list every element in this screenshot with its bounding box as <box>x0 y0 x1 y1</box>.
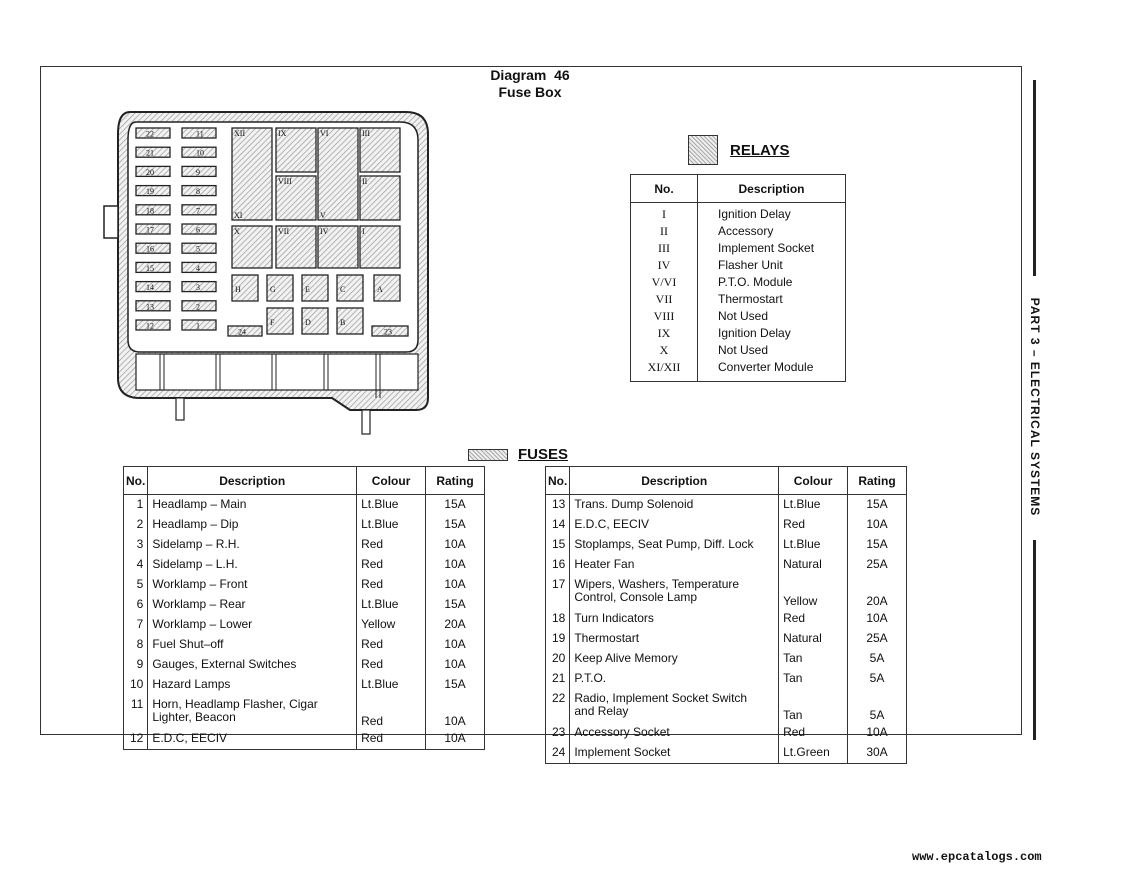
fuse-rating: 5A <box>869 708 885 722</box>
relay-slot-III <box>360 128 400 172</box>
fuse-description: Keep Alive Memory <box>570 649 779 669</box>
fuse-slot-7 <box>182 205 216 216</box>
svg-text:13: 13 <box>146 302 154 312</box>
fuse-row <box>546 575 907 609</box>
fuses-legend <box>468 446 568 463</box>
fuse-rating: 25A <box>866 631 888 645</box>
fuses-right-header-colour: Colour <box>779 467 848 495</box>
svg-text:VI: VI <box>320 129 329 138</box>
fuses-left-header-rating: Rating <box>426 467 485 495</box>
fuse-description: Wipers, Washers, Temperature Control, Console Lamp <box>570 575 779 609</box>
fuse-no: 16 <box>546 555 570 575</box>
fuse-slot-10 <box>182 147 216 158</box>
fuse-description: Stoplamps, Seat Pump, Diff. Lock <box>570 535 779 555</box>
svg-text:8: 8 <box>196 187 200 197</box>
fuse-slot-19 <box>136 186 170 197</box>
svg-text:F: F <box>270 318 275 327</box>
relay-row <box>631 292 846 309</box>
fuse-slot-17 <box>136 224 170 235</box>
fuse-no: 15 <box>546 535 570 555</box>
relay-description: Not Used <box>718 343 769 357</box>
fuse-no: 21 <box>546 669 570 689</box>
svg-text:1: 1 <box>196 321 200 331</box>
fuse-no: 19 <box>546 629 570 649</box>
fuse-slot-14 <box>136 282 170 293</box>
fuse-description: Trans. Dump Solenoid <box>570 495 779 516</box>
svg-text:H: H <box>235 285 241 294</box>
fuse-box-drawing <box>100 108 436 438</box>
fuse-no: 1 <box>124 495 148 516</box>
fuse-rating: 20A <box>866 594 888 608</box>
relay-slot-XII <box>232 128 272 220</box>
relay-slot-F <box>267 308 293 334</box>
relay-label-XI: XI <box>234 211 243 220</box>
fuse-colour: Lt.Blue <box>779 495 848 516</box>
fuse-row <box>124 495 485 516</box>
fuse-slot-9 <box>182 166 216 177</box>
relay-slot-B <box>337 308 363 334</box>
fuses-left-header-desc: Description <box>148 467 357 495</box>
svg-text:E: E <box>305 285 310 294</box>
fuse-description: Radio, Implement Socket Switch and Relay <box>570 689 779 723</box>
fuse-description: Turn Indicators <box>570 609 779 629</box>
relay-no: V/VI <box>631 275 698 292</box>
fuse-rating: 15A <box>866 537 888 551</box>
fuse-colour: Lt.Blue <box>357 675 426 695</box>
fuse-no: 17 <box>546 575 570 609</box>
fuse-rating: 15A <box>444 597 466 611</box>
fuse-colour: Tan <box>779 689 848 723</box>
fuse-rating: 10A <box>444 577 466 591</box>
fuse-colour: Red <box>779 609 848 629</box>
relay-description: Implement Socket <box>718 241 815 255</box>
svg-text:II: II <box>362 177 368 186</box>
relay-slot-I <box>360 226 400 268</box>
fuses-right-header-rating: Rating <box>848 467 907 495</box>
fuse-slot-16 <box>136 243 170 254</box>
fuse-rating: 30A <box>866 745 888 759</box>
svg-text:11: 11 <box>196 129 204 139</box>
fuse-description: Worklamp – Lower <box>148 615 357 635</box>
fuse-description: Heater Fan <box>570 555 779 575</box>
section-sidebar <box>1025 80 1043 740</box>
fuse-description: Accessory Socket <box>570 723 779 743</box>
diagram-subtitle: Fuse Box <box>498 84 562 100</box>
fuse-slot-21 <box>136 147 170 158</box>
fuse-colour: Tan <box>779 649 848 669</box>
relay-slot-IX <box>276 128 316 172</box>
fuse-colour: Red <box>357 535 426 555</box>
fuse-rating: 15A <box>444 497 466 511</box>
fuse-slot-13 <box>136 301 170 312</box>
relay-slot-II <box>360 176 400 220</box>
relays-legend-label: RELAYS <box>730 141 790 159</box>
relay-description: Thermostart <box>718 292 783 306</box>
svg-text:4: 4 <box>196 263 200 273</box>
fuse-row <box>546 689 907 723</box>
fuse-row <box>546 515 907 535</box>
fuse-no: 8 <box>124 635 148 655</box>
fuse-row <box>124 635 485 655</box>
fuse-description: E.D.C, EECIV <box>148 729 357 750</box>
relay-description: Accessory <box>718 224 774 238</box>
fuse-slot-18 <box>136 205 170 216</box>
relay-description: Ignition Delay <box>718 207 791 221</box>
relay-slot-G <box>267 275 293 301</box>
fuse-description: Implement Socket <box>570 743 779 764</box>
fuse-colour: Red <box>779 515 848 535</box>
relay-slot-C <box>337 275 363 301</box>
fuses-table-left <box>123 466 485 750</box>
relay-no: X <box>631 343 698 360</box>
fuse-no: 22 <box>546 689 570 723</box>
fuse-row <box>124 675 485 695</box>
fuse-slot-23 <box>372 326 408 337</box>
relay-no: VIII <box>631 309 698 326</box>
relay-no: VII <box>631 292 698 309</box>
relay-row <box>631 343 846 360</box>
relays-table <box>630 174 846 382</box>
fuse-slot-24 <box>228 326 262 337</box>
fuse-colour: Red <box>357 555 426 575</box>
relay-no: XI/XII <box>631 360 698 382</box>
fuse-slot-5 <box>182 243 216 254</box>
sidebar-rule-top <box>1033 80 1036 276</box>
fuse-slot-11 <box>182 128 216 139</box>
fuse-colour: Lt.Green <box>779 743 848 764</box>
relay-label-V: V <box>320 211 326 220</box>
fuse-row <box>124 595 485 615</box>
svg-text:III: III <box>362 129 370 138</box>
relay-description: Not Used <box>718 309 769 323</box>
relay-swatch-icon <box>688 135 718 165</box>
fuse-colour: Red <box>357 729 426 750</box>
svg-text:18: 18 <box>146 206 154 216</box>
relay-slot-IV <box>318 226 358 268</box>
fuse-colour: Red <box>357 655 426 675</box>
relay-row <box>631 203 846 225</box>
fuse-no: 3 <box>124 535 148 555</box>
relay-slot-VI <box>318 128 358 220</box>
fuse-colour: Lt.Blue <box>357 515 426 535</box>
svg-text:7: 7 <box>196 206 200 216</box>
fuse-slot-8 <box>182 186 216 197</box>
fuse-rating: 10A <box>866 611 888 625</box>
relay-slot-VII <box>276 226 316 268</box>
fuse-no: 11 <box>124 695 148 729</box>
relay-no: I <box>631 203 698 225</box>
fuse-slot-2 <box>182 301 216 312</box>
fuse-description: Worklamp – Front <box>148 575 357 595</box>
relay-no: IV <box>631 258 698 275</box>
relay-no: IX <box>631 326 698 343</box>
fuse-no: 23 <box>546 723 570 743</box>
svg-text:6: 6 <box>196 225 200 235</box>
fuse-no: 9 <box>124 655 148 675</box>
svg-text:10: 10 <box>196 148 204 158</box>
fuse-row <box>124 695 485 729</box>
fuse-rating: 20A <box>444 617 466 631</box>
fuse-colour: Red <box>357 575 426 595</box>
fuse-no: 24 <box>546 743 570 764</box>
fuse-description: P.T.O. <box>570 669 779 689</box>
relay-slot-H <box>232 275 258 301</box>
fuse-rating: 15A <box>444 517 466 531</box>
fuse-rating: 10A <box>444 657 466 671</box>
relay-row <box>631 258 846 275</box>
fuse-description: Sidelamp – L.H. <box>148 555 357 575</box>
fuse-rating: 15A <box>444 677 466 691</box>
fuse-description: Fuel Shut–off <box>148 635 357 655</box>
fuse-colour: Red <box>357 635 426 655</box>
fuse-description: Sidelamp – R.H. <box>148 535 357 555</box>
relay-slot-VIII <box>276 176 316 220</box>
svg-text:D: D <box>305 318 311 327</box>
relays-header-no: No. <box>631 175 698 203</box>
footer-url: www.epcatalogs.com <box>912 850 1042 864</box>
fuse-slot-4 <box>182 262 216 273</box>
fuse-colour: Tan <box>779 669 848 689</box>
relay-slot-X <box>232 226 272 268</box>
diagram-title: Diagram 46 <box>490 67 570 83</box>
fuse-rating: 25A <box>866 557 888 571</box>
relay-description: Flasher Unit <box>718 258 783 272</box>
fuse-row <box>546 669 907 689</box>
fuse-description: Gauges, External Switches <box>148 655 357 675</box>
section-sidebar-text: PART 3 – ELECTRICAL SYSTEMS <box>1028 297 1042 517</box>
svg-text:14: 14 <box>146 283 154 293</box>
relay-slot-A <box>374 275 400 301</box>
fuse-row <box>124 535 485 555</box>
fuse-slot-3 <box>182 282 216 293</box>
fuse-rating: 5A <box>869 651 885 665</box>
fuse-row <box>546 743 907 764</box>
fuse-description: Thermostart <box>570 629 779 649</box>
svg-text:G: G <box>270 285 276 294</box>
fuse-row <box>546 495 907 516</box>
fuse-row <box>124 575 485 595</box>
fuse-swatch-icon <box>468 449 508 461</box>
svg-text:XII: XII <box>234 129 246 138</box>
diagram-title-block <box>470 67 590 101</box>
fuse-row <box>124 655 485 675</box>
svg-text:15: 15 <box>146 263 154 273</box>
fuse-row <box>546 535 907 555</box>
relay-no: III <box>631 241 698 258</box>
fuse-description: Horn, Headlamp Flasher, Cigar Lighter, Beacon <box>148 695 357 729</box>
relay-description: Converter Module <box>718 360 814 374</box>
fuse-description: Worklamp – Rear <box>148 595 357 615</box>
relay-row <box>631 309 846 326</box>
fuse-rating: 10A <box>444 537 466 551</box>
fuse-row <box>546 723 907 743</box>
svg-text:17: 17 <box>146 225 154 235</box>
svg-text:19: 19 <box>146 187 154 197</box>
relay-no: II <box>631 224 698 241</box>
fuses-right-header-desc: Description <box>570 467 779 495</box>
fuse-rating: 10A <box>444 714 466 728</box>
fuse-no: 5 <box>124 575 148 595</box>
relay-row <box>631 275 846 292</box>
relays-legend <box>688 135 789 165</box>
svg-text:5: 5 <box>196 244 200 254</box>
fuse-row <box>124 515 485 535</box>
fuse-no: 14 <box>546 515 570 535</box>
svg-text:IX: IX <box>278 129 287 138</box>
relay-row <box>631 224 846 241</box>
fuse-colour: Yellow <box>357 615 426 635</box>
relay-description: P.T.O. Module <box>718 275 793 289</box>
svg-text:X: X <box>234 227 240 236</box>
fuse-description: Headlamp – Dip <box>148 515 357 535</box>
fuse-slot-20 <box>136 166 170 177</box>
fuse-slot-1 <box>182 320 216 331</box>
fuses-left-header-no: No. <box>124 467 148 495</box>
fuse-row <box>546 609 907 629</box>
fuse-colour: Lt.Blue <box>357 595 426 615</box>
relay-row <box>631 241 846 258</box>
fuse-rating: 10A <box>866 725 888 739</box>
fuse-no: 4 <box>124 555 148 575</box>
fuse-rating: 10A <box>444 557 466 571</box>
svg-text:3: 3 <box>196 283 200 293</box>
fuse-slot-12 <box>136 320 170 331</box>
fuse-box-side-tab <box>104 206 118 238</box>
svg-text:2: 2 <box>196 302 200 312</box>
fuse-colour: Lt.Blue <box>779 535 848 555</box>
fuse-rating: 10A <box>444 731 466 745</box>
fuse-colour: Red <box>779 723 848 743</box>
fuse-colour: Natural <box>779 629 848 649</box>
relay-slot-D <box>302 308 328 334</box>
fuse-colour: Yellow <box>779 575 848 609</box>
fuse-row <box>124 615 485 635</box>
svg-text:IV: IV <box>320 227 329 236</box>
fuse-row <box>124 729 485 750</box>
fuse-colour: Red <box>357 695 426 729</box>
fuse-rating: 10A <box>866 517 888 531</box>
relays-header-desc: Description <box>698 175 846 203</box>
fuse-no: 18 <box>546 609 570 629</box>
fuse-colour: Natural <box>779 555 848 575</box>
fuse-no: 6 <box>124 595 148 615</box>
mounting-leg-right <box>362 410 370 434</box>
svg-text:24: 24 <box>238 327 246 337</box>
mounting-leg-left <box>176 398 184 420</box>
fuse-rating: 10A <box>444 637 466 651</box>
fuse-row <box>546 555 907 575</box>
svg-text:23: 23 <box>384 327 392 337</box>
fuse-no: 2 <box>124 515 148 535</box>
relay-row <box>631 326 846 343</box>
svg-text:VIII: VIII <box>278 177 292 186</box>
fuse-description: Headlamp – Main <box>148 495 357 516</box>
relay-row <box>631 360 846 382</box>
svg-text:VII: VII <box>278 227 290 236</box>
fuse-row <box>546 649 907 669</box>
fuse-description: Hazard Lamps <box>148 675 357 695</box>
fuses-left-header-colour: Colour <box>357 467 426 495</box>
fuse-colour: Lt.Blue <box>357 495 426 516</box>
fuse-no: 13 <box>546 495 570 516</box>
fuses-table-right <box>545 466 907 764</box>
svg-text:C: C <box>340 285 346 294</box>
relay-description: Ignition Delay <box>718 326 791 340</box>
fuse-no: 10 <box>124 675 148 695</box>
fuse-no: 20 <box>546 649 570 669</box>
fuse-no: 7 <box>124 615 148 635</box>
fuse-row <box>124 555 485 575</box>
svg-text:16: 16 <box>146 244 154 254</box>
fuses-right-header-no: No. <box>546 467 570 495</box>
svg-text:I: I <box>362 227 365 236</box>
svg-text:21: 21 <box>146 148 154 158</box>
fuse-slot-15 <box>136 262 170 273</box>
fuse-row <box>546 629 907 649</box>
relay-slot-E <box>302 275 328 301</box>
fuse-no: 12 <box>124 729 148 750</box>
svg-text:22: 22 <box>146 129 154 139</box>
fuse-description: E.D.C, EECIV <box>570 515 779 535</box>
fuse-rating: 15A <box>866 497 888 511</box>
svg-text:12: 12 <box>146 321 154 331</box>
svg-text:20: 20 <box>146 167 154 177</box>
fuse-slot-22 <box>136 128 170 139</box>
fuse-slot-6 <box>182 224 216 235</box>
svg-text:B: B <box>340 318 346 327</box>
svg-text:A: A <box>377 285 383 294</box>
fuse-rating: 5A <box>869 671 885 685</box>
svg-text:9: 9 <box>196 167 200 177</box>
sidebar-rule-bottom <box>1033 540 1036 740</box>
fuses-legend-label: FUSES <box>518 446 569 463</box>
